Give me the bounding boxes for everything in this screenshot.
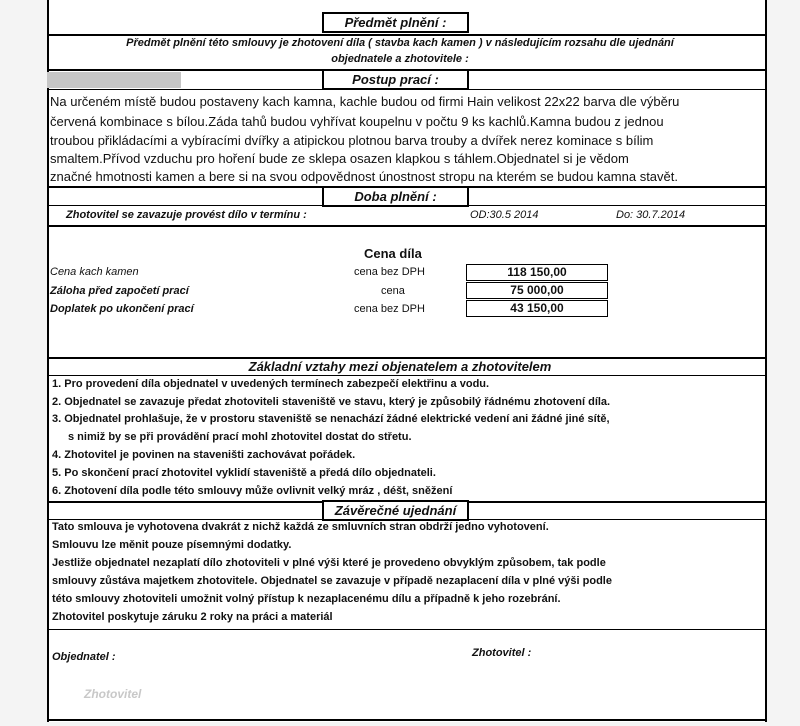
price-amount: 43 150,00 bbox=[466, 300, 608, 317]
divider bbox=[47, 519, 765, 520]
divider bbox=[47, 629, 765, 630]
client-signature-label: Objednatel : bbox=[52, 651, 116, 663]
relations-item: 5. Po skončení prací zhotovitel vyklidí staveniště a předá dílo objednateli. bbox=[52, 467, 436, 479]
grey-cell bbox=[47, 72, 181, 88]
faint-stamp-text: Zhotovitel bbox=[84, 687, 142, 701]
price-row-type: cena bez DPH bbox=[354, 303, 425, 315]
divider bbox=[47, 719, 765, 721]
procedure-header: Postup prací : bbox=[322, 69, 469, 90]
price-row-label: Záloha před započetí prací bbox=[50, 285, 189, 297]
relations-item: 3. Objednatel prohlašuje, že v prostoru staveniště se nenachází žádné elektrické vedení ani žádné jiné sítě, bbox=[52, 413, 610, 425]
price-row-label: Cena kach kamen bbox=[50, 266, 139, 278]
price-amount: 75 000,00 bbox=[466, 282, 608, 299]
final-line: Tato smlouva je vyhotovena dvakrát z nichž každá ze smluvních stran obdrží jedno vyhotovení. bbox=[52, 521, 549, 533]
final-header: Závěrečné ujednání bbox=[322, 500, 469, 521]
relations-item: s nimiž by se při provádění prací mohl zhotovitel dostat do střetu. bbox=[68, 431, 412, 443]
price-title: Cena díla bbox=[364, 246, 422, 261]
procedure-line: červená kombinace s bílou.Záda tahů budou vyhřívat koupelnu v počtu 9 ks kachlů.Kamna budou z jednou bbox=[50, 114, 664, 129]
price-row-type: cena bez DPH bbox=[354, 266, 425, 278]
price-amount: 118 150,00 bbox=[466, 264, 608, 281]
relations-header: Základní vztahy mezi objenatelem a zhotovitelem bbox=[248, 359, 552, 374]
divider bbox=[47, 89, 765, 90]
relations-item: 1. Pro provedení díla objednatel v uvedených termínech zabezpečí elektřinu a vodu. bbox=[52, 378, 490, 390]
duration-label: Zhotovitel se zavazuje provést dílo v termínu : bbox=[66, 209, 307, 221]
final-line: Zhotovitel poskytuje záruku 2 roky na práci a materiál bbox=[52, 611, 333, 623]
duration-from: OD:30.5 2014 bbox=[470, 209, 539, 221]
duration-to: Do: 30.7.2014 bbox=[616, 209, 686, 221]
relations-item: 4. Zhotovitel je povinen na staveništi zachovávat pořádek. bbox=[52, 449, 356, 461]
procedure-line: troubou přikládacími a vybíracími dvířky a atipickou plotnou barva trouby a dvířek nerez kominace s bílim bbox=[50, 133, 654, 148]
final-line: této smlouvy zhotoviteli umožnit volný přístup k nezaplacenému dílu a případně k jeho rozebrání. bbox=[52, 593, 561, 605]
subject-text-line1: Předmět plnění této smlouvy je zhotovení díla ( stavba kach kamen ) v následujícím rozsahu dle ujednání bbox=[126, 37, 674, 49]
procedure-line: značné hmotnosti kamen a bere si na svou odpovědnost únostnost stropu na kterém se budou kamna stavět. bbox=[50, 169, 678, 184]
divider bbox=[47, 375, 765, 376]
divider bbox=[47, 225, 765, 227]
price-row-label: Doplatek po ukončení prací bbox=[50, 303, 194, 315]
price-row-type: cena bbox=[381, 285, 405, 297]
contractor-signature-label: Zhotovitel : bbox=[472, 647, 532, 659]
final-line: Smlouvu lze měnit pouze písemnými dodatky. bbox=[52, 539, 292, 551]
procedure-line: smaltem.Přívod vzduchu pro hoření bude ze sklepa osazen klapkou s táhlem.Objednatel si je vědom bbox=[50, 151, 629, 166]
procedure-line: Na určeném místě budou postaveny kach kamna, kachle budou od firmi Hain velikost 22x22 barva dle výběru bbox=[50, 94, 680, 109]
final-line: Jestliže objednatel nezaplatí dílo zhotoviteli v plné výši které je provedeno obvyklým způsobem, tak podle bbox=[52, 557, 606, 569]
divider bbox=[47, 34, 765, 36]
duration-header: Doba plnění : bbox=[322, 186, 469, 207]
subject-header: Předmět plnění : bbox=[322, 12, 469, 33]
final-line: smlouvy zůstáva majetkem zhotovitele. Objednatel se zavazuje v případě nezaplacení díla v plné výši podle bbox=[52, 575, 612, 587]
relations-item: 2. Objednatel se zavazuje předat zhotoviteli staveniště ve stavu, který je způsobilý řádnému zhotovení díla. bbox=[52, 396, 611, 408]
divider bbox=[47, 205, 765, 206]
relations-item: 6. Zhotovení díla podle této smlouvy může ovlivnit velký mráz , déšt, sněžení bbox=[52, 485, 453, 497]
subject-text-line2: objednatele a zhotovitele : bbox=[331, 53, 469, 65]
